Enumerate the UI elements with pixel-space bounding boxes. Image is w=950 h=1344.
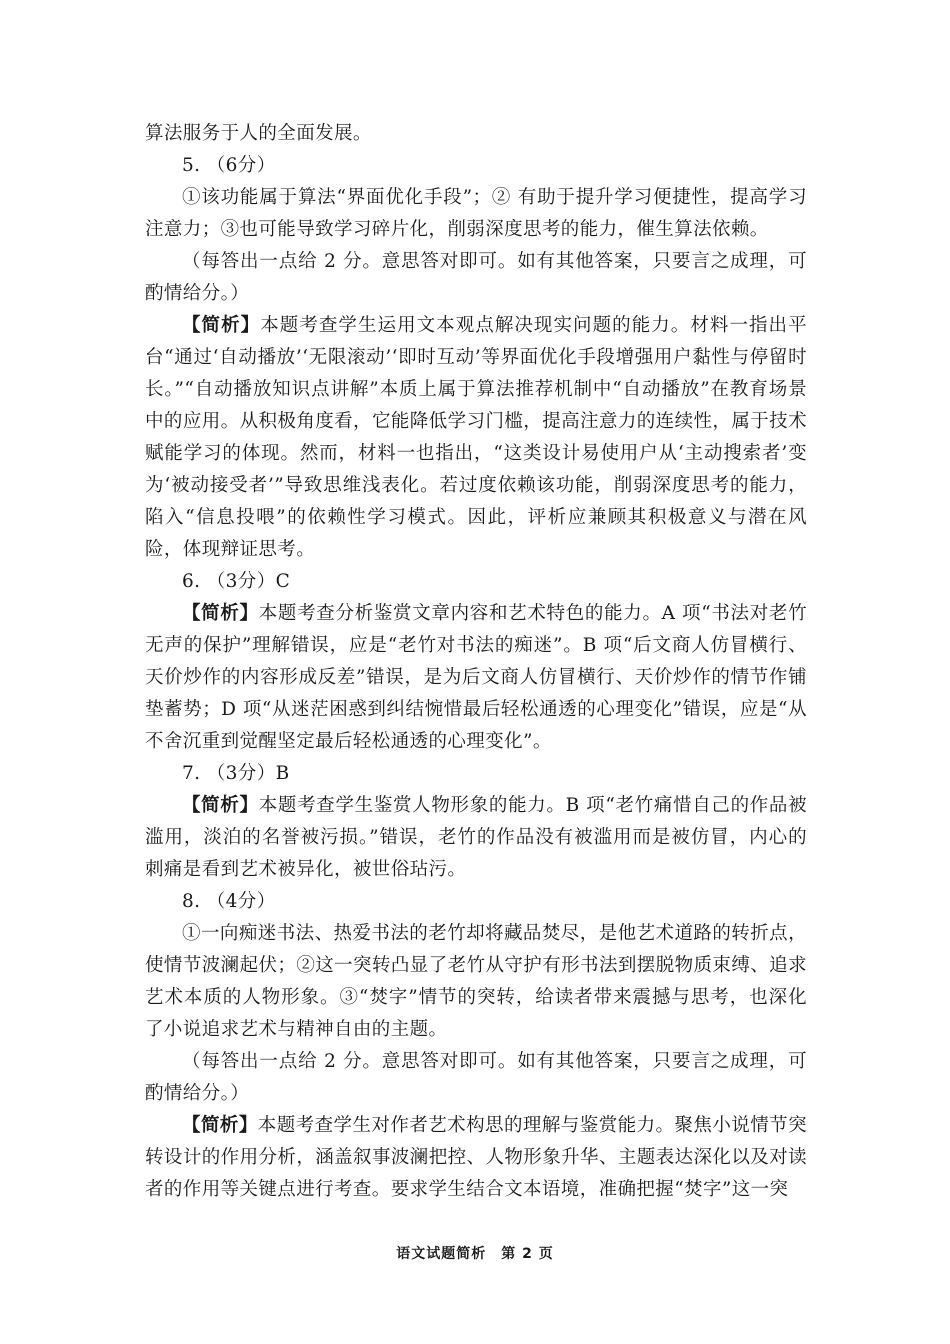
analysis-5-text: 本题考查学生运用文本观点解决现实问题的能力。材料一指出平台“通过‘自动播放’‘无限滚动’‘即时互动’等界面优化手段增强用户黏性与停留时长。”“自动播放知识点讲解”本质上属于算法推荐机制中“自动播放”在教育场景中的应用。从积极角度看，它能降低学习门槛，提高注意力的连续性，属于技术赋能学习的体现。然而，材料一也指出，“这类设计易使用户从‘主动搜索者’变为‘被动接受者’”导致思维浅表化。若过度依赖该功能，削弱深度思考的能力，陷入“信息投喂”的依赖性学习模式。因此，评析应兼顾其积极意义与潜在风险，体现辩证思考。 xyxy=(145,315,808,560)
question-8-answer: ①一向痴迷书法、热爱书法的老竹却将藏品焚尽，是他艺术道路的转折点，使情节波澜起伏；②这一突转凸显了老竹从守护有形书法到摆脱物质束缚、追求艺术本质的人物形象。③“焚字”情节的突转，给读者带来震撼与思考，也深化了小说追求艺术与精神自由的主题。 xyxy=(145,923,807,1040)
paragraph-continuation: 算法服务于人的全面发展。 xyxy=(145,123,372,144)
question-7-header: 7. （3分）B xyxy=(182,763,290,784)
scoring-note-5: （每答出一点给 2 分。意思答对即可。如有其他答案，只要言之成理，可酌情给分。） xyxy=(145,251,807,304)
analysis-8 xyxy=(145,1110,807,1206)
analysis-8-text: 本题考查学生对作者艺术构思的理解与鉴赏能力。聚焦小说情节突转设计的作用分析，涵盖叙事波澜把控、人物形象升华、主题表达深化以及对读者的作用等关键点进行考查。要求学生结合文本语境，准确把握“焚字”这一突 xyxy=(145,1115,807,1200)
document-body xyxy=(145,118,807,1206)
page-footer: 语文试题简析 第 2 页 xyxy=(396,1246,554,1262)
analysis-label: 【简析】 xyxy=(182,315,261,336)
question-6-header: 6. （3分）C xyxy=(182,571,291,592)
scoring-note-8: （每答出一点给 2 分。意思答对即可。如有其他答案，只要言之成理，可酌情给分。） xyxy=(145,1051,807,1104)
question-8-header: 8. （4分） xyxy=(182,891,276,912)
analysis-6 xyxy=(145,598,807,758)
question-5-header: 5. （6分） xyxy=(182,155,276,176)
question-5-answer: ①该功能属于算法“界面优化手段”；② 有助于提升学习便捷性，提高学习注意力；③也可能导致学习碎片化，削弱深度思考的能力，催生算法依赖。 xyxy=(145,187,807,240)
analysis-7 xyxy=(145,790,807,886)
analysis-label: 【简析】 xyxy=(182,1115,258,1136)
analysis-7-text: 本题考查学生鉴赏人物形象的能力。B 项“老竹痛惜自己的作品被滥用，淡泊的名誉被污损。”错误，老竹的作品没有被滥用而是被仿冒，内心的刺痛是看到艺术被异化，被世俗玷污。 xyxy=(145,795,808,880)
analysis-label: 【简析】 xyxy=(182,603,259,624)
analysis-5 xyxy=(145,310,807,566)
analysis-label: 【简析】 xyxy=(182,795,259,816)
analysis-6-text: 本题考查分析鉴赏文章内容和艺术特色的能力。A 项“书法对老竹无声的保护”理解错误，应是“老竹对书法的痴迷”。B 项“后文商人仿冒横行、天价炒作的内容形成反差”错误，是为后文商人仿冒横行、天价炒作的情节作铺垫蓄势；D 项“从迷茫困惑到纠结惋惜最后轻松通透的心理变化”错误，应是“从不舍沉重到觉醒坚定最后轻松通透的心理变化”。 xyxy=(145,603,807,752)
